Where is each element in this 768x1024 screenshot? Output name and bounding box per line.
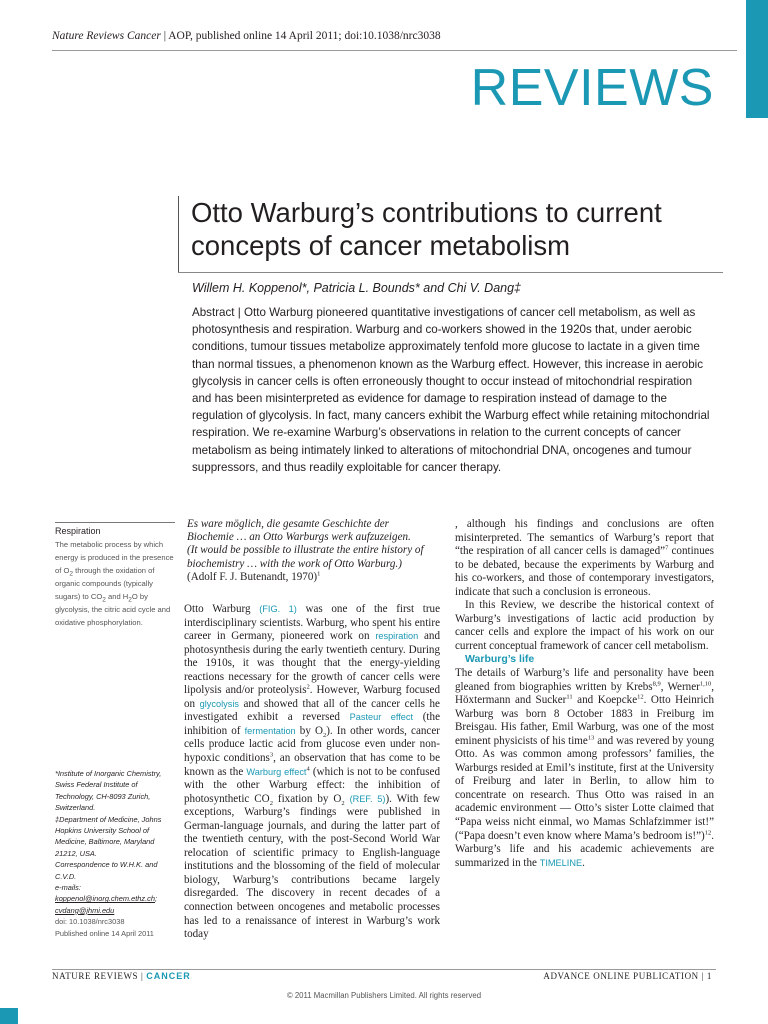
title-block — [178, 196, 723, 262]
affiliation-hopkins: ‡Department of Medicine, Johns Hopkins University School of Medicine, Baltimore, Maryland 21212, USA. — [55, 814, 162, 858]
correspondence-note: Correspondence to W.H.K. and C.V.D. — [55, 860, 158, 881]
body-column-1 — [184, 603, 440, 942]
body-paragraph-1: Otto Warburg (FIG. 1) was one of the first true interdisciplinary scientists. Warburg, who spent his entire career in Germany, pioneered work on respiration and photosynthesis during the early twentieth century. During the 1910s, it was thought that the energy-yielding reactions necessary for the growth of cancer cells were lipolysis and/or proteolysis$^2$. However, Warburg focused on glycolysis and showed that all of the cancer cells he investigated exhibit a reversed Pasteur effect (the inhibition of fermentation by $O_2$). In other words, cancer cells produce lactic acid from glucose even under non-hypoxic conditions$^3$, an observation that has come to be known as the Warburg effect$^4$ (which is not to be confused with the other Warburg effect: the inhibition of photosynthetic $CO_2$ fixation by $O_2$ (REF. 5)). With few exceptions, Warburg’s findings were published in German-language journals, and during the latter part of the twentieth century, with the post-Second World War relocation of scientific primacy to English-language institutions and the blossoming of the field of molecular biology, Warburg’s contributions became largely disregarded. The discovery in recent decades of a connection between oncogenes and metabolic processes has led to a renaissance of interest in Warburg’s work today — [184, 603, 441, 941]
body-column-2 — [455, 518, 714, 870]
reference-link-5[interactable]: (REF. 5) — [349, 793, 386, 804]
glossary-link-glycolysis[interactable]: glycolysis — [199, 698, 239, 709]
glossary-link-pasteur-effect[interactable]: Pasteur effect — [349, 712, 414, 723]
glossary-definition: The metabolic process by which energy is produced in the presence of $O_2$ through the oxidation of organic compounds (typically sugars) to $CO_2$ and $H_2O$ by glycolysis, the citric acid cycle and oxidative phosphorylation. — [55, 540, 174, 627]
copyright-notice: © 2011 Macmillan Publishers Limited. All rights reserved — [286, 991, 482, 1000]
footer-journal: NATURE REVIEWS | CANCER — [52, 971, 191, 981]
affiliations — [55, 768, 175, 939]
publication-info: | AOP, published online 14 April 2011; doi:10.1038/nrc3038 — [160, 30, 441, 42]
glossary-link-respiration[interactable]: respiration — [375, 631, 419, 642]
section-heading: Warburg’s life — [465, 653, 535, 666]
author-list: Willem H. Koppenol*, Patricia L. Bounds* and Chi V. Dang‡ — [192, 281, 521, 295]
body-paragraph-1-continued: , although his findings and conclusions are often misinterpreted. The semantics of Warburg’s report that “the respiration of all cancer cells is damaged”$^7$ continues to be debated, because the experiments by Warburg and his co-workers, and those of contemporary investigators, indicate that such a conclusion is erroneous. — [455, 518, 714, 598]
epigraph-german: Es ware möglich, die gesamte Geschichte der Biochemie … an Otto Warburgs werk aufzuzeigen. — [187, 518, 411, 544]
email-line: e-mails: koppenol@inorg.chem.ethz.ch; cvdang@jhmi.edu — [55, 883, 158, 915]
journal-header — [52, 30, 441, 42]
glossary-link-warburg-effect[interactable]: Warburg effect — [246, 766, 307, 777]
body-paragraph-2: In this Review, we describe the historical context of Warburg’s investigations of lactic acid production by cancer cells and explore the impact of his work on our current conceptual framework of cancer cell metabolism. — [455, 599, 714, 652]
title-bottom-rule — [178, 272, 723, 273]
header-rule — [52, 50, 737, 51]
email-link-koppenol[interactable]: koppenol@inorg.chem.ethz.ch — [55, 894, 155, 904]
epigraph-english: (It would be possible to illustrate the entire history of biochemistry … with the work of Otto Warburg.) — [187, 544, 424, 570]
title-left-rule — [178, 196, 179, 272]
glossary-term: Respiration — [55, 522, 175, 536]
epigraph-attribution: (Adolf F. J. Butenandt, 1970)$^1$ — [187, 570, 321, 583]
abstract — [192, 304, 712, 476]
doi-note: doi: 10.1038/nrc3038 — [55, 917, 125, 927]
affiliation-zurich: *Institute of Inorganic Chemistry, Swiss Federal Institute of Technology, CH-8093 Zurich, Switzerland. — [55, 769, 162, 813]
journal-name: Nature Reviews Cancer — [52, 30, 161, 42]
published-note: Published online 14 April 2011 — [55, 928, 154, 938]
figure-1-link[interactable]: (FIG. 1) — [259, 604, 297, 614]
glossary-link-fermentation[interactable]: fermentation — [244, 725, 296, 736]
glossary-sidebar — [55, 522, 175, 629]
timeline-link[interactable]: TIMELINE — [539, 857, 583, 868]
footer-rule — [52, 969, 716, 970]
email-link-dang[interactable]: cvdang@jhmi.edu — [55, 905, 115, 915]
footer-page-info: ADVANCE ONLINE PUBLICATION | 1 — [543, 971, 712, 981]
body-paragraph-3: The details of Warburg’s life and personality have been gleaned from biographies written by Krebs$^{8,9}$, Werner$^{1,10}$, Höxtermann and Sucker$^{11}$ and Koepcke$^{12}$. Otto Heinrich Warburg was born 8 October 1883 in Freiburg im Breisgau. His father, Emil Warburg, was one of the most eminent physicists of his time$^{13}$ and was revered by young Otto. As was common among professors’ families, the Warburgs resided at Emil’s institute, first at the University of Freiburg and later in Berlin, to allow him to concentrate on research. Thus Otto was raised in an academic environment — Otto’s sister Lotte claimed that “Papa weiss nicht einmal, wo Mamas Schlafzimmer ist!” (“Papa doesn’t even know where Mama’s bedroom is!”)$^{12}$. Warburg’s life and his academic achievements are summarized in the TIMELINE. — [455, 667, 715, 869]
epigraph — [187, 518, 437, 584]
section-color-bar — [746, 0, 768, 118]
abstract-text: Abstract | Otto Warburg pioneered quantitative investigations of cancer cell metabolism, as well as photosynthesis and respiration. Warburg and co-workers showed in the 1920s that, under aerobic conditions, tumour tissues metabolize approximately tenfold more glucose to lactate in a given time than normal tissues, a phenomenon known as the Warburg effect. However, this increase in aerobic glycolysis in cancer cells is often erroneously thought to occur instead of mitochondrial respiration and has been misinterpreted as evidence for damage to respiration instead of damage to the regulation of glycolysis. In fact, many cancers exhibit the Warburg effect while retaining mitochondrial respiration. We re-examine Warburg’s observations in relation to the current concepts of cancer metabolism as being intimately linked to alterations of mitochondrial DNA, oncogenes and tumour suppressors, and thus readily exploitable for cancer therapy. — [192, 306, 710, 474]
corner-color-mark — [0, 1008, 18, 1024]
page-number: 1 — [706, 971, 712, 981]
article-title: Otto Warburg’s contributions to current concepts of cancer metabolism — [191, 197, 662, 261]
section-label: REVIEWS — [470, 59, 714, 117]
